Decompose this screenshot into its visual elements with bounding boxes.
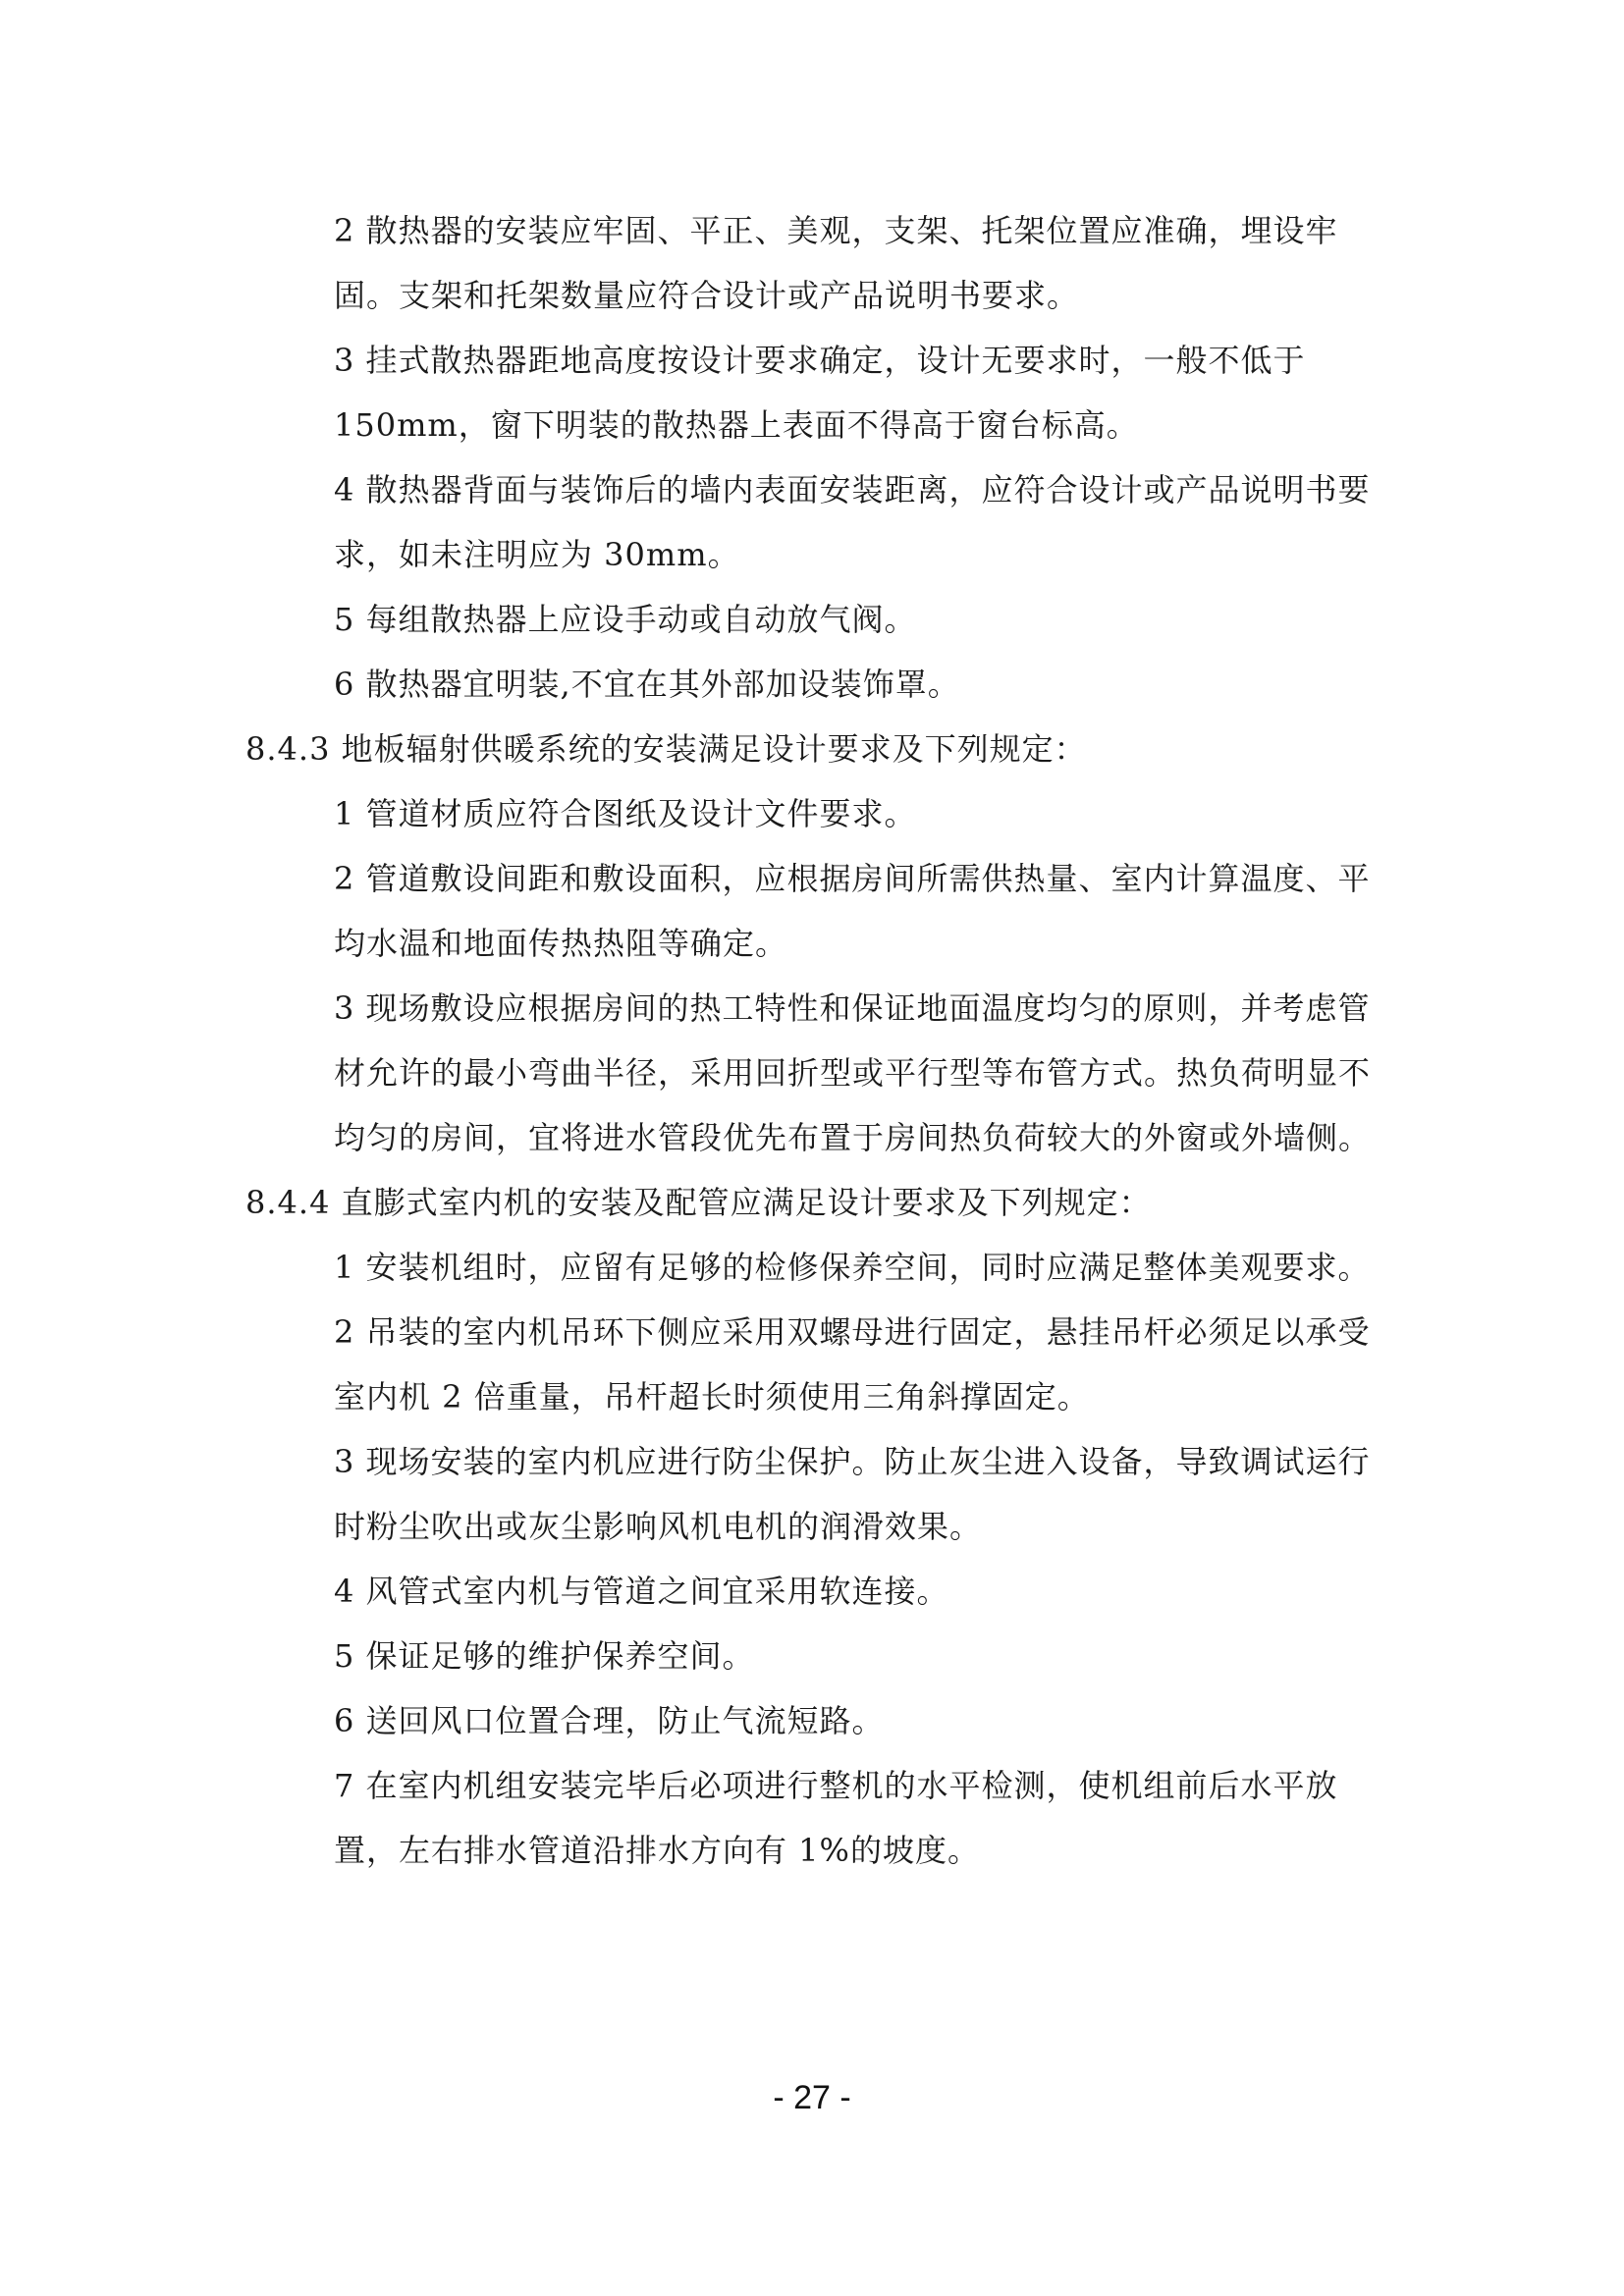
clause-6-exposed-installation: 6 散热器宜明装,不宜在其外部加设装饰罩。 (334, 666, 960, 703)
section-heading-8-4-4: 8.4.4 直膨式室内机的安装及配管应满足设计要求及下列规定： (245, 1184, 1152, 1221)
clause-2-pipe-spacing-cont: 均水温和地面传热热阻等确定。 (334, 925, 788, 962)
clause-3-wall-radiator-height-cont: 150mm，窗下明装的散热器上表面不得高于窗台标高。 (334, 406, 1139, 444)
clause-2-hanging-fixing: 2 吊装的室内机吊环下侧应采用双螺母进行固定，悬挂吊杆必须足以承受 (334, 1313, 1371, 1351)
clause-3-on-site-laying-cont-2: 均匀的房间，宜将进水管段优先布置于房间热负荷较大的外窗或外墙侧。 (334, 1119, 1372, 1156)
clause-7-level-check: 7 在室内机组安装完毕后必项进行整机的水平检测，使机组前后水平放 (334, 1767, 1338, 1804)
clause-5-air-vent-valve: 5 每组散热器上应设手动或自动放气阀。 (334, 601, 917, 638)
clause-4-radiator-wall-distance: 4 散热器背面与装饰后的墙内表面安装距离，应符合设计或产品说明书要 (334, 471, 1371, 508)
clause-2-radiator-installation-cont: 固。支架和托架数量应符合设计或产品说明书要求。 (334, 277, 1080, 314)
clause-2-hanging-fixing-cont: 室内机 2 倍重量，吊杆超长时须使用三角斜撑固定。 (334, 1378, 1090, 1415)
clause-2-radiator-installation: 2 散热器的安装应牢固、平正、美观，支架、托架位置应准确，埋设牢 (334, 212, 1338, 249)
clause-3-on-site-laying-cont-1: 材允许的最小弯曲半径，采用回折型或平行型等布管方式。热负荷明显不 (334, 1054, 1372, 1092)
clause-4-soft-connection: 4 风管式室内机与管道之间宜采用软连接。 (334, 1573, 949, 1610)
clause-1-pipe-material: 1 管道材质应符合图纸及设计文件要求。 (334, 795, 917, 832)
clause-3-dust-protection: 3 现场安装的室内机应进行防尘保护。防止灰尘进入设备，导致调试运行 (334, 1443, 1371, 1480)
clause-3-on-site-laying: 3 现场敷设应根据房间的热工特性和保证地面温度均匀的原则，并考虑管 (334, 989, 1371, 1027)
clause-5-service-space: 5 保证足够的维护保养空间。 (334, 1637, 755, 1675)
page-number: - 27 - (773, 2079, 851, 2116)
clause-7-level-check-cont: 置，左右排水管道沿排水方向有 1%的坡度。 (334, 1832, 980, 1869)
clause-6-air-outlet-position: 6 送回风口位置合理，防止气流短路。 (334, 1702, 885, 1739)
clause-3-wall-radiator-height: 3 挂式散热器距地高度按设计要求确定，设计无要求时，一般不低于 (334, 342, 1306, 379)
clause-1-maintenance-space: 1 安装机组时，应留有足够的检修保养空间，同时应满足整体美观要求。 (334, 1249, 1371, 1286)
clause-4-radiator-wall-distance-cont: 求，如未注明应为 30mm。 (334, 536, 740, 573)
clause-2-pipe-spacing: 2 管道敷设间距和敷设面积，应根据房间所需供热量、室内计算温度、平 (334, 860, 1371, 897)
section-heading-8-4-3: 8.4.3 地板辐射供暖系统的安装满足设计要求及下列规定： (245, 730, 1087, 768)
clause-3-dust-protection-cont: 时粉尘吹出或灰尘影响风机电机的润滑效果。 (334, 1508, 983, 1545)
